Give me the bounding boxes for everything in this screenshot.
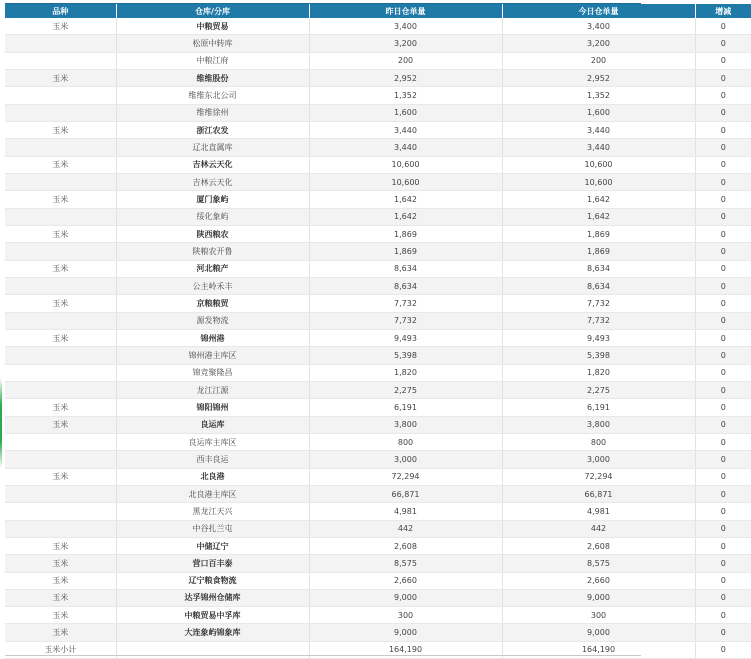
cell-today: 66,871 [502, 485, 695, 502]
cell-yesterday: 2,275 [309, 381, 502, 398]
cell-yesterday: 7,732 [309, 295, 502, 312]
cell-change: 0 [695, 485, 751, 502]
cell-variety: 玉米 [5, 555, 116, 572]
cell-change: 0 [695, 191, 751, 208]
table-row [5, 243, 751, 260]
cell-variety [5, 312, 116, 329]
cell-warehouse: 维维徐州 [116, 104, 309, 121]
table-row [5, 260, 751, 277]
cell-yesterday: 1,642 [309, 191, 502, 208]
table-header-row [5, 4, 751, 18]
cell-change: 0 [695, 52, 751, 69]
cell-variety [5, 243, 116, 260]
table-row [5, 52, 751, 69]
cell-warehouse: 锦阳锦州 [116, 399, 309, 416]
cell-today: 8,575 [502, 555, 695, 572]
cell-warehouse: 大连象屿锦象库 [116, 624, 309, 641]
cell-variety [5, 173, 116, 190]
cell-change: 0 [695, 139, 751, 156]
cell-variety: 玉米 [5, 537, 116, 554]
header-variety[interactable]: 品种 [5, 4, 116, 18]
table-row [5, 35, 751, 52]
cell-warehouse: 北良港 [116, 468, 309, 485]
subtotal-row [5, 641, 751, 658]
cell-change: 0 [695, 433, 751, 450]
cell-yesterday: 9,000 [309, 624, 502, 641]
cell-today: 1,642 [502, 191, 695, 208]
cell-variety [5, 364, 116, 381]
table-row [5, 277, 751, 294]
cell-change: 0 [695, 641, 751, 658]
cell-today: 1,869 [502, 243, 695, 260]
cell-yesterday: 7,732 [309, 312, 502, 329]
cell-today: 442 [502, 520, 695, 537]
cell-warehouse: 良运库 [116, 416, 309, 433]
cell-warehouse: 达孚锦州仓储库 [116, 589, 309, 606]
cell-warehouse: 维维股份 [116, 69, 309, 86]
table-bottom-border [5, 655, 641, 656]
cell-variety [5, 433, 116, 450]
cell-today: 1,820 [502, 364, 695, 381]
cell-change: 0 [695, 121, 751, 138]
cell-warehouse: 陕粮农开鲁 [116, 243, 309, 260]
cell-variety: 玉米 [5, 607, 116, 624]
cell-change: 0 [695, 208, 751, 225]
cell-today: 7,732 [502, 295, 695, 312]
cell-yesterday: 6,191 [309, 399, 502, 416]
cell-variety: 玉米 [5, 329, 116, 346]
cell-variety [5, 87, 116, 104]
cell-warehouse: 公主岭禾丰 [116, 277, 309, 294]
cell-variety: 玉米 [5, 295, 116, 312]
cell-change: 0 [695, 329, 751, 346]
table-row [5, 347, 751, 364]
cell-change: 0 [695, 589, 751, 606]
cell-warehouse: 良运库主库区 [116, 433, 309, 450]
cell-change: 0 [695, 69, 751, 86]
cell-warehouse: 西丰良运 [116, 451, 309, 468]
cell-change: 0 [695, 18, 751, 35]
cell-change: 0 [695, 399, 751, 416]
cell-warehouse: 中粮贸易中孚库 [116, 607, 309, 624]
cell-yesterday: 72,294 [309, 468, 502, 485]
cell-change: 0 [695, 416, 751, 433]
cell-today: 3,800 [502, 416, 695, 433]
cell-yesterday: 3,440 [309, 139, 502, 156]
cell-variety [5, 485, 116, 502]
cell-variety: 玉米 [5, 260, 116, 277]
cell-variety [5, 139, 116, 156]
table-row [5, 381, 751, 398]
cell-variety [5, 104, 116, 121]
cell-variety: 玉米小计 [5, 641, 116, 658]
cell-today: 8,634 [502, 277, 695, 294]
table-row [5, 485, 751, 502]
table-row [5, 139, 751, 156]
cell-today: 300 [502, 607, 695, 624]
cell-variety [5, 208, 116, 225]
cell-variety [5, 347, 116, 364]
cell-today: 3,440 [502, 139, 695, 156]
cell-today: 800 [502, 433, 695, 450]
cell-variety: 玉米 [5, 18, 116, 35]
cell-change: 0 [695, 295, 751, 312]
cell-variety: 玉米 [5, 468, 116, 485]
cell-variety [5, 381, 116, 398]
cell-change: 0 [695, 87, 751, 104]
cell-today: 164,190 [502, 641, 695, 658]
cell-today: 10,600 [502, 156, 695, 173]
header-today[interactable]: 今日仓单量 [502, 4, 695, 18]
cell-warehouse: 中粮江府 [116, 52, 309, 69]
header-yesterday[interactable]: 昨日仓单量 [309, 4, 502, 18]
table-row [5, 589, 751, 606]
table-row [5, 87, 751, 104]
table-row [5, 104, 751, 121]
table-row [5, 173, 751, 190]
cell-today: 3,440 [502, 121, 695, 138]
cell-variety: 玉米 [5, 399, 116, 416]
cell-warehouse: 中谷扎兰屯 [116, 520, 309, 537]
cell-warehouse: 松原中转库 [116, 35, 309, 52]
cell-change: 0 [695, 225, 751, 242]
left-edge-accent [0, 378, 2, 468]
table-row [5, 503, 751, 520]
cell-warehouse: 陕西粮农 [116, 225, 309, 242]
table-row [5, 364, 751, 381]
cell-yesterday: 1,642 [309, 208, 502, 225]
cell-yesterday: 442 [309, 520, 502, 537]
cell-warehouse: 京粮粮贸 [116, 295, 309, 312]
cell-yesterday: 1,869 [309, 243, 502, 260]
cell-warehouse: 厦门象屿 [116, 191, 309, 208]
warehouse-receipt-table-frame [5, 3, 732, 659]
table-row [5, 433, 751, 450]
cell-warehouse: 龙江江源 [116, 381, 309, 398]
cell-yesterday: 1,600 [309, 104, 502, 121]
cell-variety: 玉米 [5, 69, 116, 86]
cell-change: 0 [695, 381, 751, 398]
cell-today: 2,275 [502, 381, 695, 398]
cell-today: 7,732 [502, 312, 695, 329]
cell-today: 10,600 [502, 173, 695, 190]
cell-yesterday: 2,660 [309, 572, 502, 589]
warehouse-receipt-table [5, 4, 751, 659]
cell-yesterday: 8,634 [309, 260, 502, 277]
cell-variety [5, 277, 116, 294]
table-row [5, 555, 751, 572]
table-row [5, 208, 751, 225]
cell-today: 3,000 [502, 451, 695, 468]
cell-yesterday: 10,600 [309, 156, 502, 173]
cell-warehouse: 源发物流 [116, 312, 309, 329]
cell-warehouse: 维维东北公司 [116, 87, 309, 104]
cell-variety: 玉米 [5, 589, 116, 606]
header-change[interactable]: 增减 [695, 4, 751, 18]
cell-today: 2,608 [502, 537, 695, 554]
cell-variety [5, 52, 116, 69]
cell-warehouse: 黑龙江天兴 [116, 503, 309, 520]
cell-yesterday: 9,000 [309, 589, 502, 606]
cell-change: 0 [695, 555, 751, 572]
cell-warehouse: 营口百丰泰 [116, 555, 309, 572]
cell-yesterday: 3,440 [309, 121, 502, 138]
table-row [5, 572, 751, 589]
cell-warehouse: 河北粮产 [116, 260, 309, 277]
cell-change: 0 [695, 572, 751, 589]
table-row [5, 416, 751, 433]
cell-change: 0 [695, 468, 751, 485]
cell-warehouse: 辽北直属库 [116, 139, 309, 156]
cell-change: 0 [695, 104, 751, 121]
cell-change: 0 [695, 243, 751, 260]
cell-today: 1,352 [502, 87, 695, 104]
table-row [5, 295, 751, 312]
cell-warehouse: 辽宁粮食物流 [116, 572, 309, 589]
cell-change: 0 [695, 35, 751, 52]
cell-yesterday: 8,634 [309, 277, 502, 294]
cell-yesterday: 8,575 [309, 555, 502, 572]
table-row [5, 468, 751, 485]
cell-variety: 玉米 [5, 156, 116, 173]
table-row [5, 69, 751, 86]
cell-warehouse: 中粮贸易 [116, 18, 309, 35]
cell-today: 9,493 [502, 329, 695, 346]
cell-warehouse: 北良港主库区 [116, 485, 309, 502]
table-row [5, 312, 751, 329]
cell-yesterday: 3,800 [309, 416, 502, 433]
cell-variety: 玉米 [5, 121, 116, 138]
cell-warehouse: 锦竞聚隆昌 [116, 364, 309, 381]
cell-today: 6,191 [502, 399, 695, 416]
cell-yesterday: 3,400 [309, 18, 502, 35]
table-row [5, 225, 751, 242]
cell-change: 0 [695, 277, 751, 294]
cell-change: 0 [695, 312, 751, 329]
cell-today: 8,634 [502, 260, 695, 277]
cell-variety: 玉米 [5, 624, 116, 641]
cell-variety [5, 503, 116, 520]
table-row [5, 156, 751, 173]
cell-change: 0 [695, 503, 751, 520]
cell-warehouse: 锦州港 [116, 329, 309, 346]
cell-variety [5, 520, 116, 537]
cell-yesterday: 4,981 [309, 503, 502, 520]
cell-change: 0 [695, 537, 751, 554]
cell-warehouse: 中储辽宁 [116, 537, 309, 554]
cell-yesterday: 2,608 [309, 537, 502, 554]
cell-change: 0 [695, 156, 751, 173]
cell-yesterday: 200 [309, 52, 502, 69]
cell-change: 0 [695, 260, 751, 277]
cell-today: 5,398 [502, 347, 695, 364]
cell-today: 200 [502, 52, 695, 69]
cell-yesterday: 300 [309, 607, 502, 624]
cell-warehouse: 锦州港主库区 [116, 347, 309, 364]
cell-variety: 玉米 [5, 225, 116, 242]
cell-yesterday: 3,000 [309, 451, 502, 468]
cell-yesterday: 1,820 [309, 364, 502, 381]
cell-variety: 玉米 [5, 416, 116, 433]
cell-today: 9,000 [502, 624, 695, 641]
table-body [5, 18, 751, 659]
cell-yesterday: 1,352 [309, 87, 502, 104]
table-row [5, 121, 751, 138]
cell-yesterday: 164,190 [309, 641, 502, 658]
cell-today: 3,400 [502, 18, 695, 35]
cell-today: 4,981 [502, 503, 695, 520]
cell-today: 2,952 [502, 69, 695, 86]
cell-change: 0 [695, 624, 751, 641]
cell-change: 0 [695, 451, 751, 468]
table-row [5, 191, 751, 208]
cell-variety [5, 35, 116, 52]
cell-change: 0 [695, 520, 751, 537]
cell-today: 3,200 [502, 35, 695, 52]
cell-yesterday: 800 [309, 433, 502, 450]
cell-yesterday: 9,493 [309, 329, 502, 346]
cell-warehouse: 吉林云天化 [116, 156, 309, 173]
cell-warehouse: 吉林云天化 [116, 173, 309, 190]
table-row [5, 537, 751, 554]
table-row [5, 624, 751, 641]
table-row [5, 607, 751, 624]
cell-today: 1,869 [502, 225, 695, 242]
cell-yesterday: 3,200 [309, 35, 502, 52]
cell-warehouse: 绥化象屿 [116, 208, 309, 225]
cell-warehouse [116, 641, 309, 658]
cell-today: 1,600 [502, 104, 695, 121]
cell-change: 0 [695, 364, 751, 381]
cell-change: 0 [695, 173, 751, 190]
table-row [5, 399, 751, 416]
cell-change: 0 [695, 347, 751, 364]
header-warehouse[interactable]: 仓库/分库 [116, 4, 309, 18]
cell-yesterday: 5,398 [309, 347, 502, 364]
table-row [5, 329, 751, 346]
cell-today: 2,660 [502, 572, 695, 589]
cell-yesterday: 10,600 [309, 173, 502, 190]
cell-yesterday: 2,952 [309, 69, 502, 86]
cell-today: 72,294 [502, 468, 695, 485]
cell-yesterday: 66,871 [309, 485, 502, 502]
cell-variety: 玉米 [5, 191, 116, 208]
table-row [5, 520, 751, 537]
cell-variety [5, 451, 116, 468]
table-row [5, 18, 751, 35]
cell-yesterday: 1,869 [309, 225, 502, 242]
table-row [5, 451, 751, 468]
cell-change: 0 [695, 607, 751, 624]
cell-variety: 玉米 [5, 572, 116, 589]
cell-today: 9,000 [502, 589, 695, 606]
cell-warehouse: 浙江农发 [116, 121, 309, 138]
cell-today: 1,642 [502, 208, 695, 225]
